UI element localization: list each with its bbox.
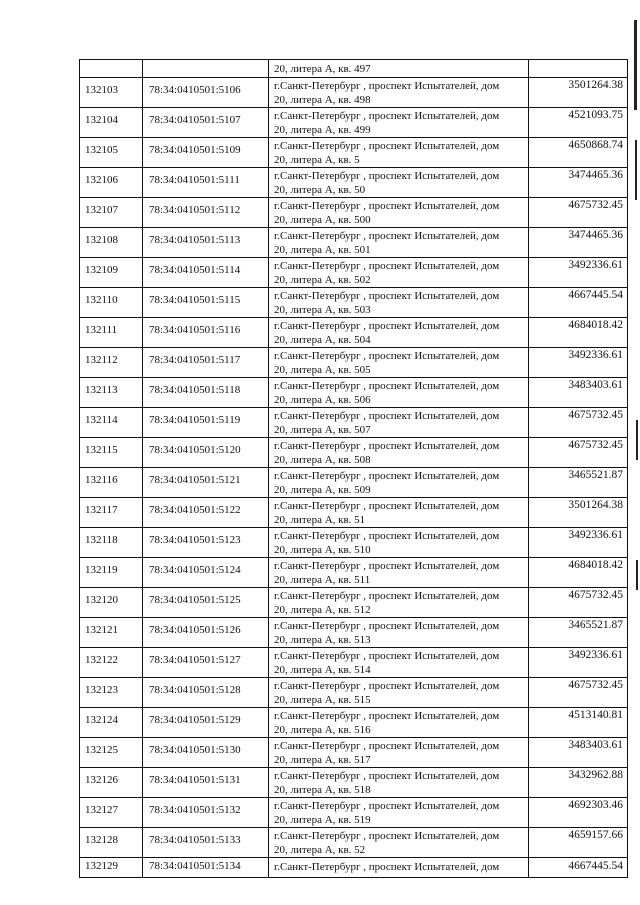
address-cell: [269, 408, 529, 438]
row-number-cell: 132110: [80, 288, 143, 318]
table-row: [80, 138, 628, 168]
cadastral-number-cell: 78:34:0410501:5120: [143, 438, 269, 468]
address-line: г.Санкт-Петербург , проспект Испытателей, дом: [274, 230, 500, 242]
address-line: 20, литера А, кв. 514: [274, 664, 371, 676]
cadastral-number-cell: 78:34:0410501:5121: [143, 468, 269, 498]
address-cell: [269, 438, 529, 468]
address-cell: [269, 60, 529, 78]
address-line: г.Санкт-Петербург , проспект Испытателей, дом: [274, 680, 500, 692]
cadastral-number-cell: 78:34:0410501:5119: [143, 408, 269, 438]
registry-table: [79, 59, 628, 878]
address-cell: [269, 588, 529, 618]
value-cell: 3501264.38: [529, 498, 628, 528]
address-line: 20, литера А, кв. 51: [274, 514, 366, 526]
row-number-cell: 132111: [80, 318, 143, 348]
address-line: 20, литера А, кв. 506: [274, 394, 371, 406]
address-line: г.Санкт-Петербург , проспект Испытателей, дом: [274, 740, 500, 752]
table-row: [80, 588, 628, 618]
scan-edge-mark: [636, 560, 638, 590]
value-cell: 4667445.54: [529, 288, 628, 318]
value-cell: 3492336.61: [529, 528, 628, 558]
address-line: 20, литера А, кв. 498: [274, 94, 371, 106]
table-row: [80, 78, 628, 108]
table-row: [80, 558, 628, 588]
address-line: г.Санкт-Петербург , проспект Испытателей, дом: [274, 770, 500, 782]
address-line: г.Санкт-Петербург , проспект Испытателей, дом: [274, 410, 500, 422]
cadastral-number-cell: 78:34:0410501:5133: [143, 828, 269, 858]
address-line: 20, литера А, кв. 501: [274, 244, 371, 256]
table-row: [80, 438, 628, 468]
table-row: [80, 108, 628, 138]
table-row: [80, 378, 628, 408]
row-number-cell: 132116: [80, 468, 143, 498]
address-line: г.Санкт-Петербург , проспект Испытателей, дом: [274, 800, 500, 812]
row-number-cell: 132106: [80, 168, 143, 198]
address-line: г.Санкт-Петербург , проспект Испытателей, дом: [274, 590, 500, 602]
value-cell: 3465521.87: [529, 468, 628, 498]
value-cell: 4659157.66: [529, 828, 628, 858]
value-cell: 3465521.87: [529, 618, 628, 648]
value-cell: [529, 60, 628, 78]
address-line: г.Санкт-Петербург , проспект Испытателей, дом: [274, 500, 500, 512]
cadastral-number-cell: 78:34:0410501:5118: [143, 378, 269, 408]
address-cell: [269, 768, 529, 798]
value-cell: 3432962.88: [529, 768, 628, 798]
address-cell: [269, 468, 529, 498]
row-number-cell: 132129: [80, 858, 143, 878]
row-number-cell: 132126: [80, 768, 143, 798]
address-line: г.Санкт-Петербург , проспект Испытателей, дом: [274, 710, 500, 722]
table-row: [80, 828, 628, 858]
cadastral-number-cell: 78:34:0410501:5109: [143, 138, 269, 168]
value-cell: 3483403.61: [529, 738, 628, 768]
address-cell: [269, 78, 529, 108]
address-line: 20, литера А, кв. 519: [274, 814, 371, 826]
scan-edge-mark: [636, 420, 638, 460]
cadastral-number-cell: 78:34:0410501:5122: [143, 498, 269, 528]
table-row: [80, 738, 628, 768]
value-cell: 4675732.45: [529, 198, 628, 228]
row-number-cell: 132107: [80, 198, 143, 228]
address-line: г.Санкт-Петербург , проспект Испытателей, дом: [274, 440, 500, 452]
value-cell: 3474465.36: [529, 168, 628, 198]
cadastral-number-cell: 78:34:0410501:5117: [143, 348, 269, 378]
address-cell: [269, 558, 529, 588]
table-row: [80, 318, 628, 348]
value-cell: 3492336.61: [529, 648, 628, 678]
address-cell: [269, 348, 529, 378]
row-number-cell: 132127: [80, 798, 143, 828]
address-line: г.Санкт-Петербург , проспект Испытателей, дом: [274, 560, 500, 572]
cadastral-number-cell: 78:34:0410501:5123: [143, 528, 269, 558]
table-row: [80, 258, 628, 288]
cadastral-number-cell: 78:34:0410501:5132: [143, 798, 269, 828]
address-line: 20, литера А, кв. 517: [274, 754, 371, 766]
cadastral-number-cell: 78:34:0410501:5115: [143, 288, 269, 318]
address-cell: [269, 288, 529, 318]
address-cell: [269, 198, 529, 228]
row-number-cell: 132123: [80, 678, 143, 708]
table-row: [80, 348, 628, 378]
address-cell: [269, 648, 529, 678]
address-line: г.Санкт-Петербург , проспект Испытателей, дом: [274, 110, 500, 122]
cadastral-number-cell: 78:34:0410501:5124: [143, 558, 269, 588]
row-number-cell: 132121: [80, 618, 143, 648]
row-number-cell: 132108: [80, 228, 143, 258]
row-number-cell: 132125: [80, 738, 143, 768]
row-number-cell: 132124: [80, 708, 143, 738]
cadastral-number-cell: 78:34:0410501:5134: [143, 858, 269, 878]
value-cell: 3492336.61: [529, 258, 628, 288]
address-cell: [269, 798, 529, 828]
cadastral-number-cell: 78:34:0410501:5113: [143, 228, 269, 258]
address-line: 20, литера А, кв. 512: [274, 604, 371, 616]
cadastral-number-cell: 78:34:0410501:5106: [143, 78, 269, 108]
table-row: [80, 468, 628, 498]
row-number-cell: 132115: [80, 438, 143, 468]
value-cell: 4667445.54: [529, 858, 628, 878]
row-number-cell: 132122: [80, 648, 143, 678]
value-cell: 4675732.45: [529, 408, 628, 438]
row-number-cell: 132120: [80, 588, 143, 618]
cadastral-number-cell: 78:34:0410501:5131: [143, 768, 269, 798]
address-line: 20, литера А, кв. 515: [274, 694, 371, 706]
address-cell: [269, 318, 529, 348]
address-cell: [269, 528, 529, 558]
address-line: 20, литера А, кв. 50: [274, 184, 366, 196]
row-number-cell: 132103: [80, 78, 143, 108]
address-cell: [269, 228, 529, 258]
address-line: 20, литера А, кв. 511: [274, 574, 371, 586]
cadastral-number-cell: 78:34:0410501:5111: [143, 168, 269, 198]
table-row: [80, 498, 628, 528]
value-cell: 3483403.61: [529, 378, 628, 408]
address-line: г.Санкт-Петербург , проспект Испытателей, дом: [274, 650, 500, 662]
row-number-cell: [80, 60, 143, 78]
value-cell: 4684018.42: [529, 318, 628, 348]
address-cell: [269, 678, 529, 708]
table-row: [80, 60, 628, 78]
cadastral-number-cell: 78:34:0410501:5126: [143, 618, 269, 648]
address-line: 20, литера А, кв. 516: [274, 724, 371, 736]
row-number-cell: 132119: [80, 558, 143, 588]
cadastral-number-cell: 78:34:0410501:5130: [143, 738, 269, 768]
cadastral-number-cell: 78:34:0410501:5129: [143, 708, 269, 738]
value-cell: 4513140.81: [529, 708, 628, 738]
table-row: [80, 198, 628, 228]
table-row: [80, 228, 628, 258]
address-line: г.Санкт-Петербург , проспект Испытателей, дом: [274, 861, 500, 873]
row-number-cell: 132117: [80, 498, 143, 528]
cadastral-number-cell: 78:34:0410501:5114: [143, 258, 269, 288]
address-line: г.Санкт-Петербург , проспект Испытателей, дом: [274, 320, 500, 332]
value-cell: 3501264.38: [529, 78, 628, 108]
address-line: 20, литера А, кв. 499: [274, 124, 371, 136]
scan-edge-mark: [635, 140, 637, 200]
address-line: г.Санкт-Петербург , проспект Испытателей, дом: [274, 350, 500, 362]
value-cell: 4692303.46: [529, 798, 628, 828]
address-cell: [269, 828, 529, 858]
address-line: г.Санкт-Петербург , проспект Испытателей, дом: [274, 830, 500, 842]
address-line: г.Санкт-Петербург , проспект Испытателей, дом: [274, 380, 500, 392]
registry-table-body: [80, 60, 628, 878]
address-line: 20, литера А, кв. 509: [274, 484, 371, 496]
address-line: 20, литера А, кв. 503: [274, 304, 371, 316]
address-cell: [269, 858, 529, 878]
table-row: [80, 168, 628, 198]
cadastral-number-cell: 78:34:0410501:5116: [143, 318, 269, 348]
address-line: 20, литера А, кв. 5: [274, 154, 360, 166]
row-number-cell: 132112: [80, 348, 143, 378]
table-row: [80, 798, 628, 828]
address-line: г.Санкт-Петербург , проспект Испытателей, дом: [274, 170, 500, 182]
value-cell: 4650868.74: [529, 138, 628, 168]
address-line: 20, литера А, кв. 507: [274, 424, 371, 436]
cadastral-number-cell: 78:34:0410501:5128: [143, 678, 269, 708]
value-cell: 4675732.45: [529, 678, 628, 708]
cadastral-number-cell: [143, 60, 269, 78]
address-line: 20, литера А, кв. 500: [274, 214, 371, 226]
cadastral-number-cell: 78:34:0410501:5127: [143, 648, 269, 678]
address-line: г.Санкт-Петербург , проспект Испытателей, дом: [274, 200, 500, 212]
table-row: [80, 528, 628, 558]
row-number-cell: 132104: [80, 108, 143, 138]
address-cell: [269, 738, 529, 768]
cadastral-number-cell: 78:34:0410501:5125: [143, 588, 269, 618]
cadastral-number-cell: 78:34:0410501:5112: [143, 198, 269, 228]
address-line: г.Санкт-Петербург , проспект Испытателей, дом: [274, 140, 500, 152]
address-cell: [269, 498, 529, 528]
row-number-cell: 132128: [80, 828, 143, 858]
scan-edge-mark: [634, 20, 637, 110]
address-line: 20, литера А, кв. 510: [274, 544, 371, 556]
address-cell: [269, 108, 529, 138]
value-cell: 3492336.61: [529, 348, 628, 378]
address-cell: [269, 138, 529, 168]
address-cell: [269, 708, 529, 738]
address-line: 20, литера А, кв. 513: [274, 634, 371, 646]
table-row: [80, 678, 628, 708]
address-line: 20, литера А, кв. 502: [274, 274, 371, 286]
row-number-cell: 132105: [80, 138, 143, 168]
table-row: [80, 618, 628, 648]
cadastral-number-cell: 78:34:0410501:5107: [143, 108, 269, 138]
table-row: [80, 708, 628, 738]
address-cell: [269, 258, 529, 288]
address-line: г.Санкт-Петербург , проспект Испытателей, дом: [274, 620, 500, 632]
value-cell: 4675732.45: [529, 438, 628, 468]
address-line: г.Санкт-Петербург , проспект Испытателей, дом: [274, 80, 500, 92]
address-line: 20, литера А, кв. 52: [274, 844, 366, 856]
address-line: г.Санкт-Петербург , проспект Испытателей, дом: [274, 470, 500, 482]
address-cell: [269, 618, 529, 648]
row-number-cell: 132113: [80, 378, 143, 408]
address-cell: [269, 168, 529, 198]
row-number-cell: 132109: [80, 258, 143, 288]
row-number-cell: 132118: [80, 528, 143, 558]
table-row: [80, 288, 628, 318]
address-cell: [269, 378, 529, 408]
table-row: [80, 858, 628, 878]
value-cell: 4684018.42: [529, 558, 628, 588]
address-line: 20, литера А, кв. 508: [274, 454, 371, 466]
row-number-cell: 132114: [80, 408, 143, 438]
value-cell: 4675732.45: [529, 588, 628, 618]
table-row: [80, 648, 628, 678]
address-line: 20, литера А, кв. 504: [274, 334, 371, 346]
table-row: [80, 408, 628, 438]
table-row: [80, 768, 628, 798]
address-line: 20, литера А, кв. 505: [274, 364, 371, 376]
value-cell: 3474465.36: [529, 228, 628, 258]
address-line: г.Санкт-Петербург , проспект Испытателей, дом: [274, 290, 500, 302]
address-line: 20, литера А, кв. 497: [274, 63, 371, 75]
value-cell: 4521093.75: [529, 108, 628, 138]
address-line: г.Санкт-Петербург , проспект Испытателей, дом: [274, 260, 500, 272]
address-line: г.Санкт-Петербург , проспект Испытателей, дом: [274, 530, 500, 542]
address-line: 20, литера А, кв. 518: [274, 784, 371, 796]
